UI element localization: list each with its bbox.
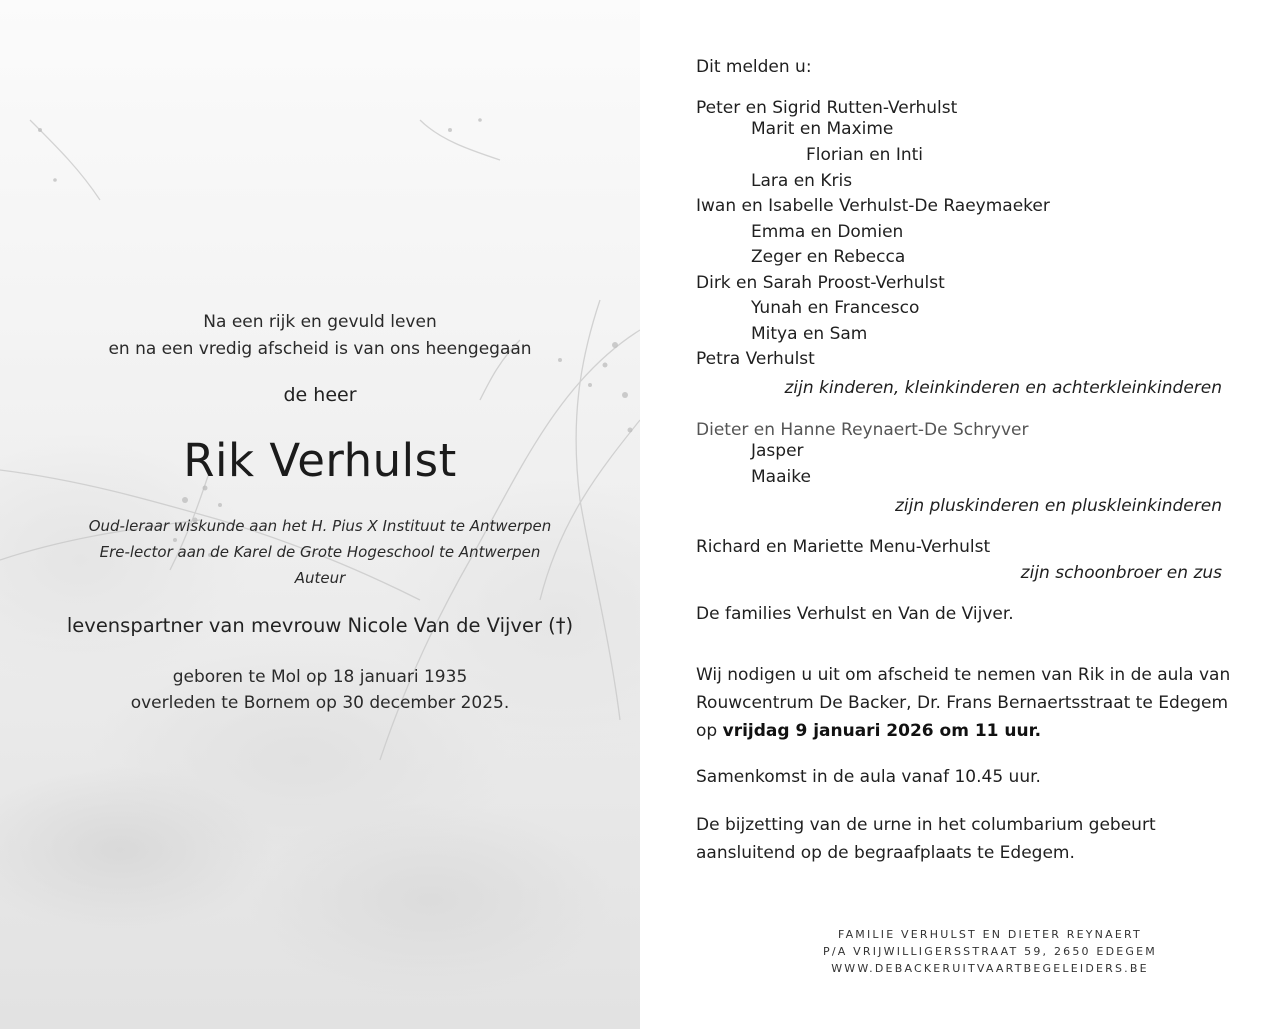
family-line: Mitya en Sam [751,324,868,344]
footer-line-3: WWW.DEBACKERUITVAARTBEGELEIDERS.BE [831,962,1149,975]
invitation-text: Wij nodigen u uit om afscheid te nemen van Rik in de aula van Rouwcentrum De Backer, Dr. Frans Bernaertsstraat te Edegem op [696,665,1231,741]
relation-pluskids: zijn pluskinderen en pluskleinkinderen [894,496,1222,516]
family-line: Yunah en Francesco [751,298,920,318]
role-line-3: Auteur [294,569,346,587]
family-line: Petra Verhulst [696,349,815,369]
family-line: Emma en Domien [751,222,904,242]
partner-line: levenspartner van mevrouw Nicole Van de Vijver (†) [66,614,574,637]
deceased-name: Rik Verhulst [183,434,457,487]
burial-paragraph: De bijzetting van de urne in het columbarium gebeurt aansluitend op de begraafplaats te Edegem. [696,815,1156,863]
footer-line-2: P/A VRIJWILLIGERSSTRAAT 59, 2650 EDEGEM [823,945,1157,958]
footer-line-1: FAMILIE VERHULST EN DIETER REYNAERT [838,928,1142,941]
family-line: Lara en Kris [751,171,853,191]
right-panel [640,0,1280,1029]
invitation-date: vrijdag 9 januari 2026 om 11 uur. [722,721,1042,741]
plus-family-line: Jasper [751,441,804,461]
plus-family-line: Maaike [751,467,811,487]
family-line: Marit en Maxime [751,119,894,139]
family-line: Zeger en Rebecca [751,247,906,267]
inlaws-line: Richard en Mariette Menu-Verhulst [696,537,991,557]
role-line-2: Ere-lector aan de Karel de Grote Hogeschool te Antwerpen [99,543,541,561]
death-line: overleden te Bornem op 30 december 2025. [130,693,510,713]
families-line: De families Verhulst en Van de Vijver. [696,604,1014,624]
salutation: de heer [283,384,357,406]
birth-line: geboren te Mol op 18 januari 1935 [172,667,468,687]
relation-inlaws: zijn schoonbroer en zus [1020,563,1222,583]
plus-family-line: Dieter en Hanne Reynaert-De Schryver [696,420,1029,440]
header-line: Dit melden u: [696,57,812,77]
family-line: Dirk en Sarah Proost-Verhulst [696,273,945,293]
footer-contact [800,926,1180,977]
intro-line-2: en na een vredig afscheid is van ons heengegaan [108,339,532,359]
relation-children: zijn kinderen, kleinkinderen en achterkleinkinderen [784,378,1222,398]
intro-line-1: Na een rijk en gevuld leven [203,312,437,332]
family-line: Peter en Sigrid Rutten-Verhulst [696,98,958,118]
gathering-paragraph: Samenkomst in de aula vanaf 10.45 uur. [696,767,1041,787]
invitation-paragraph [696,661,1236,745]
family-line: Iwan en Isabelle Verhulst-De Raeymaeker [696,196,1050,216]
role-line-1: Oud-leraar wiskunde aan het H. Pius X Instituut te Antwerpen [88,517,552,535]
family-line: Florian en Inti [806,145,924,165]
